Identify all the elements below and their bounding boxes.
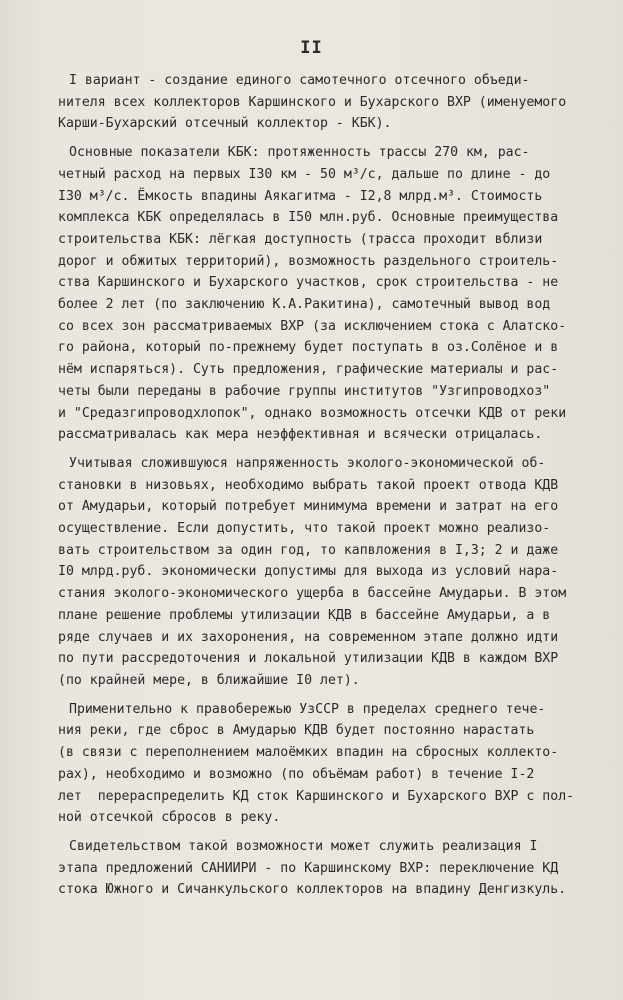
text-line: и "Средазгипроводхлопок", однако возможность отсечки КДВ от реки [58,405,567,421]
text-line: го района, который по-прежнему будет поступать в оз.Солёное и в [58,340,559,356]
text-line: четный расход на первых I30 км - 50 м³/с, дальше по длине - до [58,166,551,182]
text-line: ной отсечкой сбросов в реку. [58,810,281,826]
paragraph [58,836,606,901]
text-line: становки в низовьях, необходимо выбрать такой проект отвода КДВ [58,477,559,493]
text-line: со всех зон рассматриваемых ВХР (за исключением стока с Алатско- [58,318,567,334]
body-text [58,70,606,908]
text-line: Свидетельством такой возможности может служить реализация I [69,838,538,854]
text-line: осуществление. Если допустить, что такой проект можно реализо- [58,521,551,537]
text-line: лет перераспределить КД сток Каршинского и Бухарского ВХР с пол- [58,788,575,804]
text-line: плане решение проблемы утилизации КДВ в бассейне Амударьи, а в [58,607,551,623]
text-line: ства Каршинского и Бухарского участков, срок строительства - не [58,275,559,291]
text-line: комплекса КБК определялась в I50 млн.руб. Основные преимущества [58,210,559,226]
text-line: нителя всех коллекторов Каршинского и Бухарского ВХР (именуемого [58,94,567,110]
paragraph [58,699,606,829]
text-line: ряде случаев и их захоронения, на современном этапе должно идти [58,629,559,645]
paragraph [58,453,606,692]
text-line: Применительно к правобережью УзССР в пределах среднего тече- [69,701,546,717]
text-line: I вариант - создание единого самотечного отсечного объеди- [69,73,530,88]
text-line: нём испаряться). Суть предложения, графические материалы и рас- [58,362,559,378]
text-line: вать строительством за один год, то капвложения в I,3; 2 и даже [58,542,559,558]
text-line: рах), необходимо и возможно (по объёмам работ) в течение I-2 [58,766,535,782]
text-line: по пути рассредоточения и локальной утилизации КДВ в каждом ВХР [58,651,559,667]
text-line: стока Южного и Сичанкульского коллекторов на впадину Денгизкуль. [58,882,567,898]
text-line: I0 млрд.руб. экономически допустимы для выхода из условий нара- [58,564,559,580]
text-line: ния реки, где сброс в Амударью КДВ будет постоянно нарастать [58,723,535,739]
text-line: стания эколого-экономического ущерба в бассейне Амударьи. В этом [58,586,567,602]
text-line: четы были переданы в рабочие группы институтов "Узгипроводхоз" [58,383,551,399]
text-line: более 2 лет (по заключению К.А.Ракитина), самотечный вывод вод [58,297,551,313]
text-line: Карши-Бухарский отсечный коллектор - КБК). [58,116,392,132]
text-line: рассматривалась как мера неэффективная и всячески отрицалась. [58,427,543,443]
text-line: (в связи с переполнением малоёмких впадин на сбросных коллекто- [58,745,559,761]
text-line: I30 м³/с. Ёмкость впадины Аякагитма - I2,8 млрд.м³. Стоимость [58,188,543,204]
text-line: от Амударьи, который потребует минимума времени и затрат на его [58,499,559,515]
text-line: дорог и обжитых территорий), возможность раздельного строитель- [58,253,559,269]
page-number: II [300,38,323,58]
text-line: Основные показатели КБК: протяженность трассы 270 км, рас- [69,145,530,161]
paragraph [58,70,606,135]
text-line: Учитывая сложившуюся напряженность эколого-экономической об- [69,455,546,471]
text-line: строительства КБК: лёгкая доступность (трасса проходит вблизи [58,231,543,247]
text-line: этапа предложений САНИИРИ - по Каршинскому ВХР: переключение КД [58,860,559,876]
paragraph [58,142,606,446]
text-line: (по крайней мере, в ближайшие I0 лет). [58,672,360,688]
